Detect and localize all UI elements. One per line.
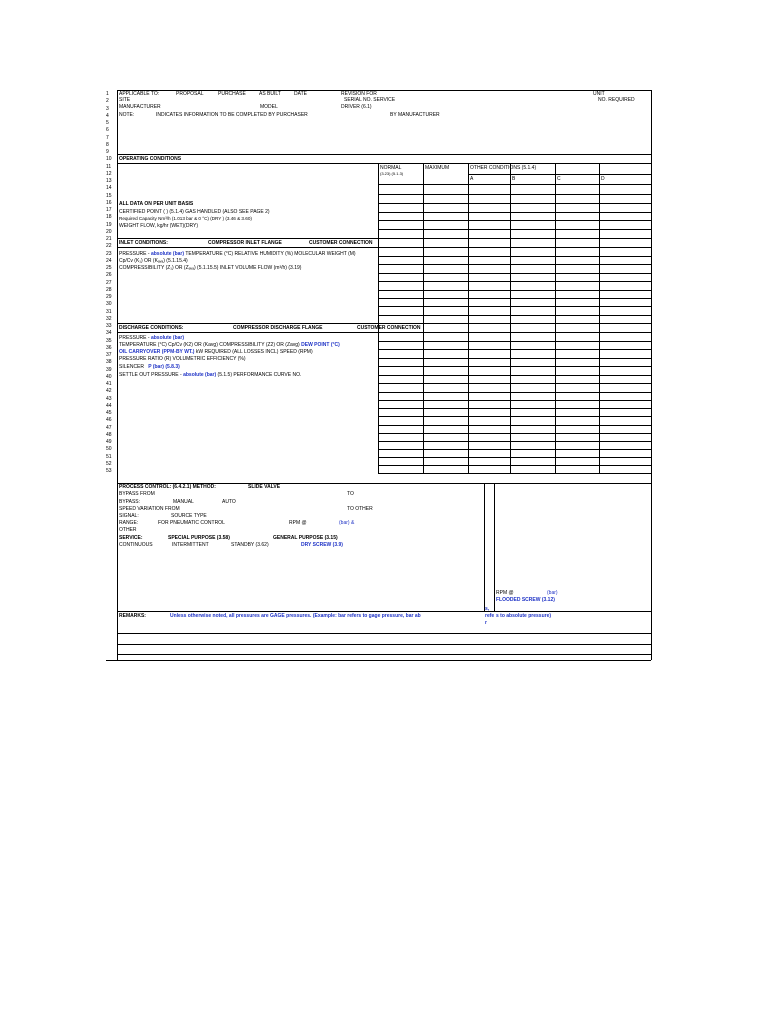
grid-line <box>378 220 651 221</box>
remarks-text: Unless otherwise noted, all pressures are GAGE pressures. (Example: bar refers to gage pressure, bar ab <box>170 613 421 619</box>
grid-line <box>378 290 651 291</box>
grid-line <box>378 264 651 265</box>
grid-line <box>378 349 651 350</box>
flooded-screw-label: FLOODED SCREW (3.12) <box>496 597 555 603</box>
row-number: 24 <box>106 257 112 264</box>
required-capacity-text: Required Capacity Nm³/h (1.013 bar & 0 °C) (DRY ) (3.46 & 3.60) <box>119 216 252 221</box>
silencer-line: SILENCER P (bar) (5.8.3) <box>119 364 180 370</box>
manufacturer-label: MANUFACTURER <box>119 104 161 110</box>
grid-line <box>423 163 424 473</box>
inlet-pressure-line: PRESSURE - absolute (bar) TEMPERATURE (°C) RELATIVE HUMIDITY (%) MOLECULAR WEIGHT (M) <box>119 251 356 257</box>
grid-line <box>378 425 651 426</box>
row-number: 23 <box>106 250 112 257</box>
grid-line <box>378 273 651 274</box>
row-number: 43 <box>106 395 112 402</box>
grid-line <box>378 212 651 213</box>
grid-line <box>468 163 469 473</box>
row-number: 2 <box>106 98 109 105</box>
row-number: 12 <box>106 170 112 177</box>
process-control-title: PROCESS CONTROL: (6.4.2.1) METHOD: <box>119 484 216 490</box>
grid-line <box>378 441 651 442</box>
settle-out-line: SETTLE OUT PRESSURE - absolute (bar) (5.1.5) PERFORMANCE CURVE NO. <box>119 372 302 378</box>
bypass-label: BYPASS: <box>119 499 141 505</box>
note-text: INDICATES INFORMATION TO BE COMPLETED BY PURCHASER <box>156 112 308 118</box>
col-c-header: C <box>557 176 561 182</box>
row-number: 38 <box>106 359 112 366</box>
row-number: 14 <box>106 185 112 192</box>
col-d-header: D <box>601 176 605 182</box>
purchase-label: PURCHASE <box>218 91 246 97</box>
revision-for-label: REVISION FOR <box>341 91 377 97</box>
grid-line <box>378 375 651 376</box>
frame-bottom <box>106 660 651 661</box>
row-number: 36 <box>106 344 112 351</box>
row-number: 49 <box>106 439 112 445</box>
col-a-header: A <box>470 176 474 182</box>
row-number: 15 <box>106 192 112 199</box>
row-number: 26 <box>106 272 112 279</box>
grid-line <box>378 433 651 434</box>
inlet-customer-label: CUSTOMER CONNECTION <box>309 240 373 246</box>
special-purpose-label: SPECIAL PURPOSE (3.58) <box>168 535 230 541</box>
row-number: 47 <box>106 424 112 431</box>
row-number: 51 <box>106 453 112 460</box>
grid-line <box>378 465 651 466</box>
row-number: 5 <box>106 120 109 126</box>
row-number: 37 <box>106 352 112 358</box>
col-b-header: B <box>512 176 516 182</box>
auto-label: AUTO <box>222 499 236 505</box>
grid-line <box>378 256 651 257</box>
general-purpose-label: GENERAL PURPOSE (3.15) <box>273 535 338 541</box>
unit-basis-text: ALL DATA ON PER UNIT BASIS <box>119 201 194 207</box>
model-label: MODEL <box>260 104 278 110</box>
certified-point-text: CERTIFIED POINT ( ) (5.1.4) GAS HANDLED (ALSO SEE PAGE 2) <box>119 209 270 215</box>
inlet-compressibility-line: COMPRESSIBILITY (Z₁) OR (Zₐᵥₐ) (5.1.15.5) INLET VOLUME FLOW (m³/h) (3.19) <box>119 265 302 271</box>
row-number: 48 <box>106 431 112 438</box>
grid-line <box>378 358 651 359</box>
row-number: 6 <box>106 127 109 134</box>
grid-line <box>599 163 600 473</box>
oil-carryover-line: OIL CARRYOVER (PPM-BY WT.) kW REQUIRED (ALL LOSSES INCL) SPEED (RPM) <box>119 349 313 355</box>
row-number: 44 <box>106 402 112 409</box>
inlet-cpcv-line: Cp/Cv (K₁) OR (Kₐᵥₐ) (5.1.15.4) <box>119 258 188 264</box>
row-number: 20 <box>106 228 112 235</box>
row-number: 31 <box>106 308 112 315</box>
row-number: 52 <box>106 460 112 467</box>
pressure-ratio-line: PRESSURE RATIO (R) VOLUMETRIC EFFICIENCY (%) <box>119 356 246 362</box>
row-number: 1 <box>106 91 109 97</box>
rpm-at-2-label: RPM @ <box>496 590 514 596</box>
grid-line <box>378 366 651 367</box>
dry-screw-label: DRY SCREW (3.9) <box>301 542 343 548</box>
row-number: 34 <box>106 330 112 337</box>
service-label: SERVICE: <box>119 535 143 541</box>
grid-line <box>378 203 651 204</box>
normal-header: NORMAL <box>380 165 402 171</box>
bar-2-label: (bar) <box>547 590 558 596</box>
row-number: 18 <box>106 214 112 221</box>
site-label: SITE <box>119 97 131 103</box>
intermittent-label: INTERMITTENT <box>172 542 209 548</box>
serial-service-label: SERIAL NO. SERVICE <box>344 97 396 103</box>
row-number: 19 <box>106 221 112 228</box>
grid-line <box>378 194 651 195</box>
grid-line <box>378 306 651 307</box>
row-number: 22 <box>106 243 112 250</box>
row-number: 4 <box>106 112 109 119</box>
row-number: 21 <box>106 236 112 242</box>
normal-ref: (3.23) (5.1.3) <box>380 171 404 176</box>
row-number: 25 <box>106 265 112 271</box>
row-number: 29 <box>106 294 112 300</box>
row-number: 17 <box>106 207 112 213</box>
range-label: RANGE: <box>119 520 139 526</box>
no-required-label: NO. REQUIRED <box>598 97 635 103</box>
grid-line <box>378 400 651 401</box>
row-number: 27 <box>106 279 112 286</box>
continuous-label: CONTINUOUS <box>119 542 153 548</box>
row-number: 7 <box>106 134 109 141</box>
grid-line <box>378 416 651 417</box>
row-number: 33 <box>106 323 112 329</box>
row-number: 53 <box>106 468 112 474</box>
to-label: TO <box>347 491 354 497</box>
as-built-label: AS BUILT <box>259 91 281 97</box>
row-number: 41 <box>106 381 112 387</box>
grid-line <box>555 163 556 473</box>
grid-line <box>378 457 651 458</box>
row-number: 8 <box>106 141 109 148</box>
grid-line <box>378 281 651 282</box>
grid-line <box>510 163 511 473</box>
row-number: 28 <box>106 286 112 293</box>
pneumatic-label: FOR PNEUMATIC CONTROL <box>158 520 225 526</box>
grid-line <box>378 392 651 393</box>
row-number: 45 <box>106 410 112 416</box>
row-number: 39 <box>106 366 112 373</box>
grid-line <box>378 229 651 230</box>
bypass-from-label: BYPASS FROM <box>119 491 155 497</box>
other-label: OTHER <box>119 527 137 533</box>
grid-line <box>378 383 651 384</box>
remarks-fragment-1: s, <box>485 606 490 612</box>
discharge-customer-label: CUSTOMER CONNECTION <box>357 325 421 331</box>
row-number: 11 <box>106 163 112 170</box>
row-number: 30 <box>106 301 112 308</box>
by-manufacturer-label: BY MANUFACTURER <box>390 112 440 118</box>
grid-line <box>378 163 379 473</box>
grid-line <box>378 449 651 450</box>
speed-variation-label: SPEED VARIATION FROM <box>119 506 180 512</box>
row-number: 16 <box>106 199 112 206</box>
to-other-label: TO OTHER <box>347 506 373 512</box>
inlet-flange-label: COMPRESSOR INLET FLANGE <box>208 240 282 246</box>
rpm-at-label: RPM @ <box>289 520 307 526</box>
grid-line <box>378 315 651 316</box>
maximum-header: MAXIMUM <box>425 165 450 171</box>
weight-flow-text: WEIGHT FLOW, kg/hr (WET)(DRY) <box>119 223 198 229</box>
manual-label: MANUAL <box>173 499 194 505</box>
applicable-to-label: APPLICABLE TO: <box>119 91 160 97</box>
remarks-fragment-2: refe <box>485 613 495 619</box>
remarks-fragment-3: r <box>485 620 487 626</box>
discharge-flange-label: COMPRESSOR DISCHARGE FLANGE <box>233 325 323 331</box>
row-number: 9 <box>106 149 109 155</box>
grid-line <box>651 163 652 473</box>
note-label: NOTE: <box>119 112 135 118</box>
discharge-temperature-line: TEMPERATURE (°C) Cp/Cv (K2) OR (Kavg) COMPRESSIBILITY (Z2) OR (Zavg) DEW POINT (°C) <box>119 342 340 348</box>
unit-label: UNIT <box>593 91 605 97</box>
other-conditions-header: OTHER CONDITIONS (5.1.4) <box>470 165 537 171</box>
driver-label: DRIVER (6.1) <box>341 104 372 110</box>
discharge-conditions-title: DISCHARGE CONDITIONS: <box>119 325 184 331</box>
grid-line <box>378 341 651 342</box>
inlet-conditions-title: INLET CONDITIONS: <box>119 240 168 246</box>
grid-line <box>378 238 651 239</box>
grid-line <box>378 408 651 409</box>
remarks-text-end: s to absolute pressure) <box>496 613 552 619</box>
grid-line <box>378 323 651 324</box>
standby-label: STANDBY (3.62) <box>231 542 269 548</box>
grid-line <box>378 473 651 474</box>
row-number: 13 <box>106 178 112 184</box>
bar-amp-label: (bar) & <box>339 520 355 526</box>
operating-conditions-title: OPERATING CONDITIONS <box>119 156 182 162</box>
row-number: 10 <box>106 156 112 163</box>
remarks-label: REMARKS: <box>119 613 146 619</box>
grid-line <box>378 332 651 333</box>
row-number: 42 <box>106 388 112 395</box>
row-number: 40 <box>106 373 112 380</box>
row-number: 50 <box>106 446 112 453</box>
row-number: 35 <box>106 337 112 344</box>
grid-line <box>378 298 651 299</box>
row-number: 3 <box>106 105 109 112</box>
source-type-label: SOURCE TYPE <box>171 513 207 519</box>
slide-valve-label: SLIDE VALVE <box>248 484 281 490</box>
grid-line <box>378 184 651 185</box>
row-number: 32 <box>106 315 112 322</box>
frame-left <box>117 90 118 660</box>
date-label: DATE <box>294 91 307 97</box>
grid-line <box>378 247 651 248</box>
discharge-pressure-line: PRESSURE - absolute (bar) <box>119 335 185 341</box>
proposal-label: PROPOSAL <box>176 91 204 97</box>
signal-label: SIGNAL: <box>119 513 139 519</box>
row-number: 46 <box>106 417 112 424</box>
